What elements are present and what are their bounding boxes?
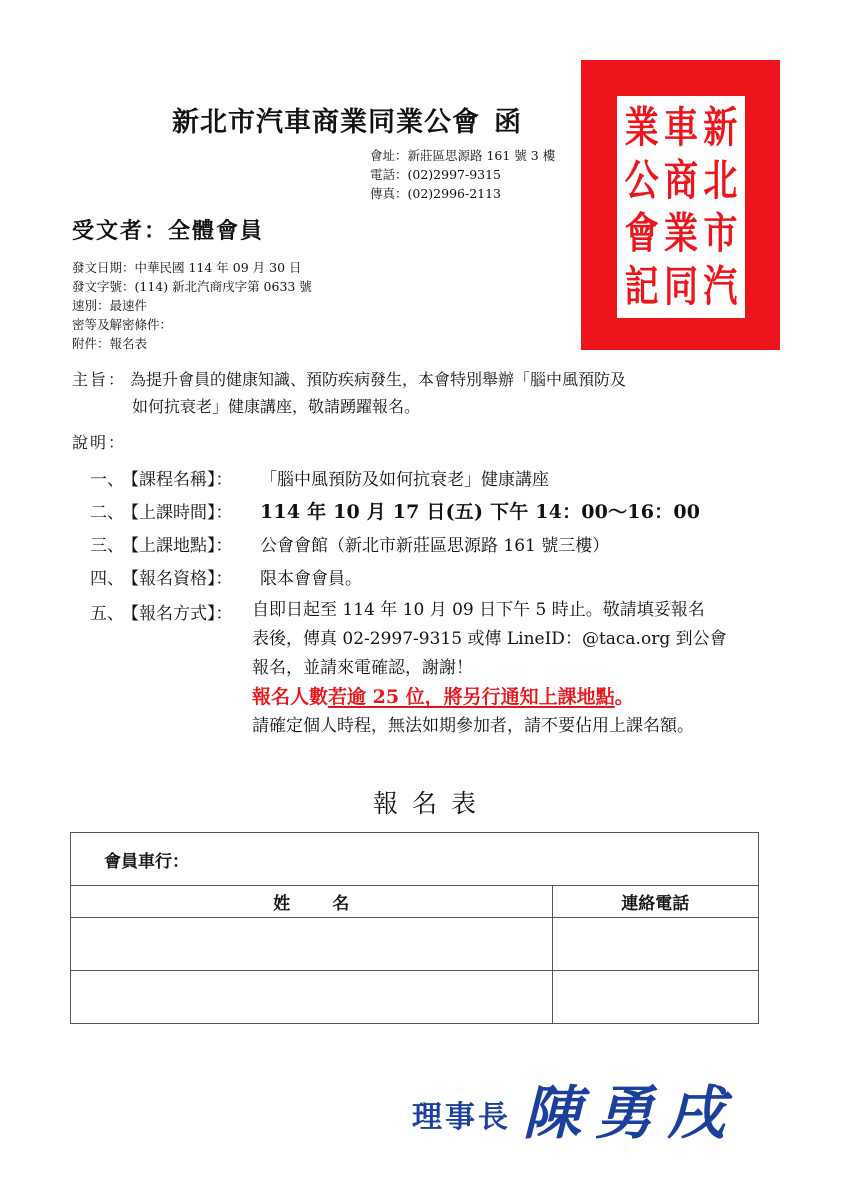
item-class-location (90, 527, 780, 560)
seal-char: 新 (703, 102, 738, 153)
seal-char: 市 (703, 208, 738, 259)
seal-char: 記 (624, 261, 659, 312)
explanation-items (90, 461, 780, 741)
item-registration-method (90, 599, 780, 741)
warning-prefix: 報名人數 (252, 686, 329, 708)
item-number: 五、 (90, 604, 124, 624)
company-row (71, 833, 759, 886)
seal-char: 汽 (703, 261, 738, 312)
item-key: 【報名方式】： (122, 604, 233, 624)
org-contact-block (370, 146, 555, 203)
company-field[interactable] (71, 833, 759, 886)
subject-line-1: 為提升會員的健康知識、預防疾病發生，本會特別舉辦「腦中風預防及 (130, 370, 627, 389)
explanation-label: 說明： (72, 433, 127, 452)
seal-inner-frame (614, 93, 748, 321)
registration-line-2: 表後，傳真 02-2997-9315 或傳 LineID：@taca.org 到公會 (252, 629, 727, 649)
company-label: 會員車行： (104, 851, 189, 872)
item-number: 二、 (90, 503, 124, 523)
item-value: 「腦中風預防及如何抗衰老」健康講座 (260, 470, 549, 490)
item-value: 公會會館（新北市新莊區思源路 161 號三樓） (260, 536, 610, 556)
org-fax: 傳真：(02)2996-2113 (370, 186, 502, 201)
signature-name: 陳勇戌 (523, 1079, 740, 1147)
name-cell[interactable] (71, 971, 553, 1024)
registration-line-1: 自即日起至 114 年 10 月 09 日下午 5 時止。敬請填妥報名 (252, 600, 705, 620)
table-row (71, 971, 759, 1024)
urgency: 速別：最速件 (72, 298, 148, 313)
item-course-name (90, 461, 780, 494)
item-number: 四、 (90, 569, 124, 589)
column-header-name (71, 886, 553, 918)
document-number: 發文字號：(114) 新北汽商戌字第 0633 號 (72, 279, 312, 294)
subject-label: 主旨： (72, 370, 127, 389)
attachment: 附件：報名表 (72, 336, 148, 351)
seal-char: 商 (663, 155, 698, 206)
registration-note: 請確定個人時程，無法如期參加者，請不要佔用上課名額。 (252, 716, 694, 736)
seal-char: 北 (703, 155, 738, 206)
item-value: 114 年 10 月 17 日(五) 下午 14：00～16：00 (260, 501, 701, 523)
seal-char: 公 (624, 155, 659, 206)
phone-cell[interactable] (552, 971, 758, 1024)
item-class-time (90, 494, 780, 527)
phone-cell[interactable] (552, 918, 758, 971)
seal-characters (623, 102, 739, 312)
recipient: 受文者：全體會員 (72, 218, 265, 244)
document-meta (72, 258, 312, 353)
form-title: 報名表 (372, 789, 490, 818)
subject-section (72, 366, 772, 420)
org-phone: 電話：(02)2997-9315 (370, 167, 502, 182)
header-row (71, 886, 759, 918)
warning-suffix: 。 (614, 686, 634, 708)
item-key: 【上課時間】： (122, 503, 233, 523)
issue-date: 發文日期：中華民國 114 年 09 月 30 日 (72, 260, 302, 275)
registration-line-3: 報名，並請來電確認，謝謝！ (252, 658, 473, 678)
item-number: 三、 (90, 536, 124, 556)
item-eligibility (90, 560, 780, 593)
official-seal-stamp (581, 60, 780, 350)
item-number: 一、 (90, 470, 124, 490)
seal-char: 業 (624, 102, 659, 153)
item-key: 【報名資格】： (122, 569, 233, 589)
chairman-signature (412, 1066, 739, 1150)
seal-char: 業 (663, 208, 698, 259)
seal-char: 車 (663, 102, 698, 153)
table-row (71, 918, 759, 971)
seal-char: 會 (624, 208, 659, 259)
registration-form-table (70, 832, 759, 1024)
org-name: 新北市汽車商業同業公會 (172, 107, 480, 138)
confidentiality: 密等及解密條件： (72, 317, 173, 332)
item-key: 【上課地點】： (122, 536, 233, 556)
item-key: 【課程名稱】： (122, 470, 233, 490)
org-letterhead-title (172, 100, 522, 139)
seal-char: 同 (663, 261, 698, 312)
warning-underlined: 若逾 25 位，將另行通知上課地點 (328, 686, 615, 708)
subject-line-2: 如何抗衰老」健康講座，敬請踴躍報名。 (132, 397, 421, 416)
org-address: 會址：新莊區思源路 161 號 3 樓 (370, 148, 556, 163)
signature-title: 理事長 (412, 1100, 511, 1135)
item-value: 限本會會員。 (260, 569, 362, 589)
column-header-phone: 連絡電話 (552, 886, 758, 918)
column-header-name-text: 姓名 (273, 894, 392, 914)
capacity-warning (252, 683, 780, 712)
item-value (252, 596, 780, 741)
doc-type: 函 (494, 107, 522, 138)
name-cell[interactable] (71, 918, 553, 971)
